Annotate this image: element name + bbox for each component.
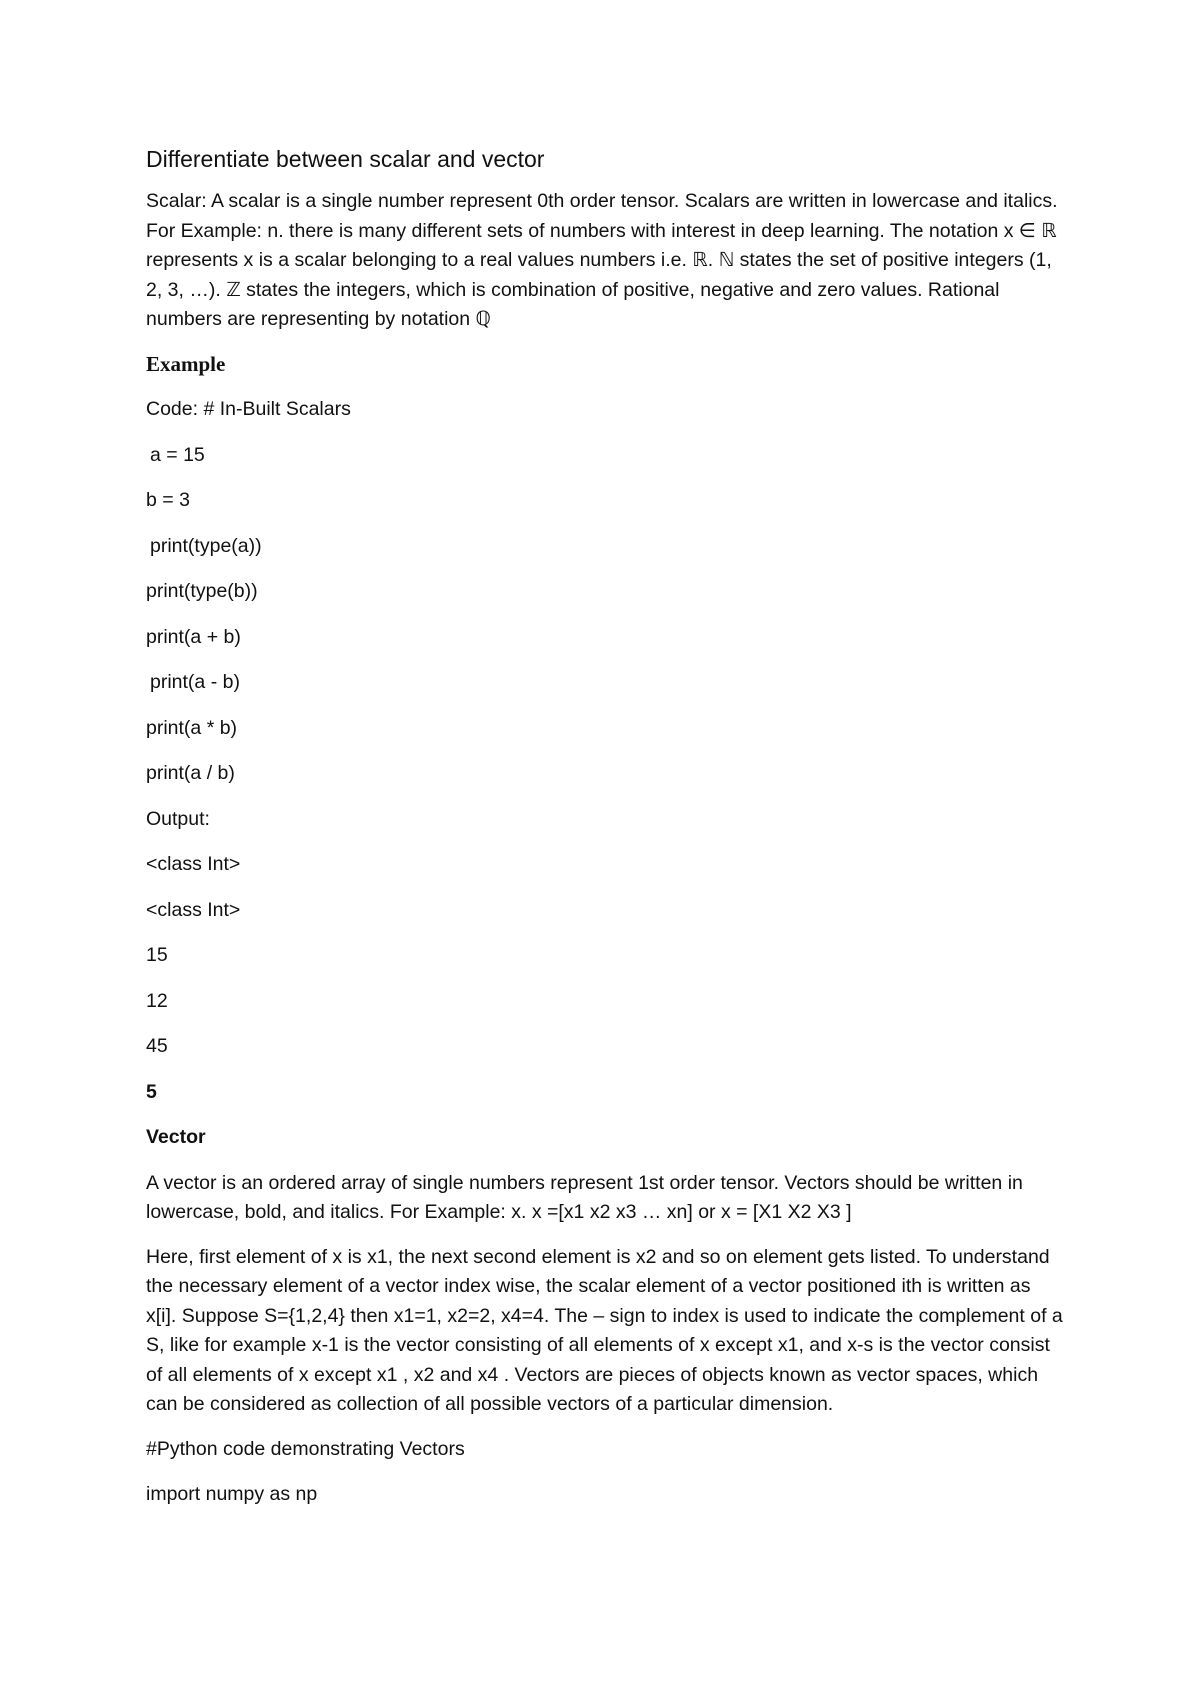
vector-paragraph-1: A vector is an ordered array of single numbers represent 1st order tensor. Vectors should be written in lowercase, bold, and italics. For Example: x. x =[x1 x2 x3 … xn] or x = [X1 X2 X3 ] (146, 1171, 1023, 1223)
page-title: Differentiate between scalar and vector (146, 146, 545, 172)
code-line: a = 15 (150, 443, 205, 466)
example-heading: Example (146, 351, 226, 376)
vector-heading: Vector (146, 1126, 206, 1148)
document-body (146, 143, 1066, 1526)
output-line: 5 (146, 1080, 157, 1103)
vector-paragraph-2: Here, first element of x is x1, the next second element is x2 and so on element gets listed. To understand the necessary element of a vector index wise, the scalar element of a vector positioned ith is written as x[i]. Suppose S={1,2,4} then x1=1, x2=2, x4=4. The – sign to index is used to indicate the complement of a S, like for example x-1 is the vector consisting of all elements of x except x1, and x-s is the vector consist of all elements of x except x1 , x2 and x4 . Vectors are pieces of objects known as vector spaces, which can be considered as collection of all possible vectors of a particular dimension. (146, 1245, 1063, 1415)
code-line: print(a - b) (150, 671, 240, 693)
output-line: 15 (146, 944, 168, 966)
code-line: print(a / b) (146, 762, 235, 784)
code-line: Code: # In-Built Scalars (146, 398, 351, 420)
output-line: <class Int> (146, 853, 241, 875)
code-line: print(type(a)) (150, 534, 262, 557)
import-line: import numpy as np (146, 1483, 318, 1505)
output-line: 45 (146, 1035, 168, 1057)
output-line: 12 (146, 989, 168, 1012)
code-line: b = 3 (146, 489, 190, 511)
python-comment: #Python code demonstrating Vectors (146, 1437, 465, 1460)
code-line: print(type(b)) (146, 580, 258, 602)
code-line: print(a * b) (146, 716, 238, 739)
code-line: print(a + b) (146, 625, 241, 648)
output-label: Output: (146, 807, 210, 830)
scalar-paragraph: Scalar: A scalar is a single number represent 0th order tensor. Scalars are written in lowercase and italics. For Example: n. there is many different sets of numbers with interest in deep learning. The notation x ∈ ℝ represents x is a scalar belonging to a real values numbers i.e. ℝ. ℕ states the set of positive integers (1, 2, 3, …). ℤ states the integers, which is combination of positive, negative and zero values. Rational numbers are representing by notation ℚ (146, 190, 1058, 330)
output-line: <class Int> (146, 898, 241, 921)
